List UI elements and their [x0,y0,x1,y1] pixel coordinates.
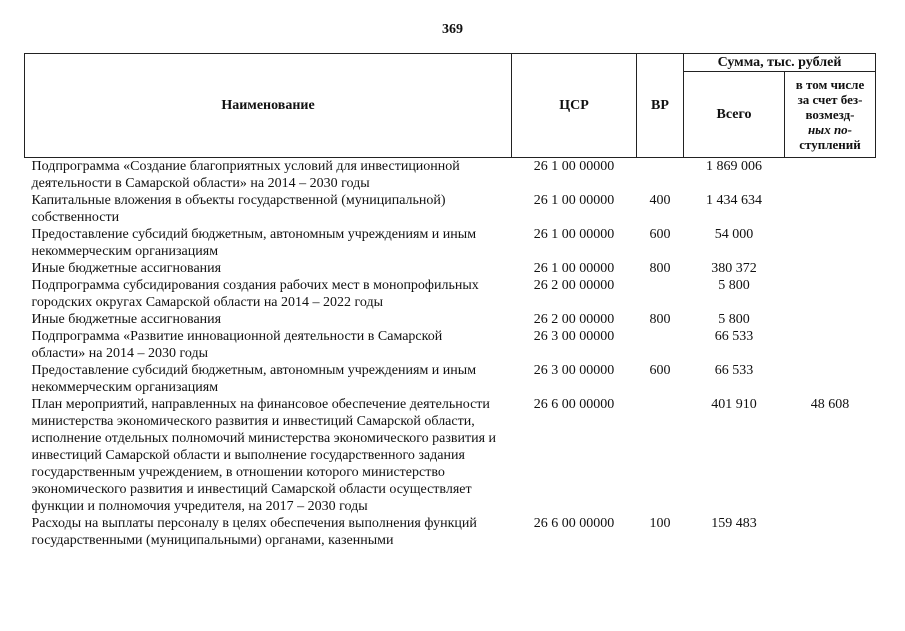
row-vr [637,158,684,193]
header-incl-line1: в том числе [795,77,865,92]
row-csr: 26 1 00 00000 [533,261,615,276]
row-total: 66 533 [714,329,754,344]
header-incl-line2: за счет без- [797,92,863,107]
row-total: 380 372 [711,261,757,276]
row-incl [785,311,876,328]
table-row [25,328,876,362]
row-incl [785,362,876,396]
row-csr: 26 3 00 00000 [533,363,615,378]
row-csr: 26 1 00 00000 [533,227,615,242]
row-incl [785,515,876,549]
row-total: 66 533 [714,363,754,378]
row-csr: 26 1 00 00000 [533,193,615,208]
row-vr: 800 [649,312,671,327]
row-vr [637,328,684,362]
row-name: Предоставление субсидий бюджетным, автономным учреждениям и иным некоммерческим организациям [31,227,477,259]
row-name: План мероприятий, направленных на финансовое обеспечение деятельности министерства экономического развития и инвестиций Самарской области, исполнение отдельных полномочий министерства экономического развития и инвестиций Самарской области и выполнение государственного задания государственным учреждением, в отношении которого министерство экономического развития и инвестиций Самарской области осуществляет функции и полномочия учредителя, на 2017 – 2030 годы [31,397,497,514]
table-header [25,54,876,158]
row-vr: 600 [649,363,671,378]
row-incl [785,260,876,277]
row-vr [637,396,684,515]
row-csr: 26 1 00 00000 [533,159,615,174]
header-incl-line5: ступлений [799,137,861,152]
row-total: 401 910 [711,397,757,412]
table-row [25,158,876,193]
header-csr: ЦСР [512,54,637,158]
row-vr: 100 [649,516,671,531]
table-row [25,396,876,515]
row-vr: 800 [649,261,671,276]
row-total: 1 869 006 [706,159,762,174]
row-csr: 26 2 00 00000 [533,312,615,327]
row-vr: 400 [649,193,671,208]
header-incl [785,72,876,158]
row-total: 5 800 [718,278,750,293]
row-incl: 48 608 [810,397,850,412]
row-name: Капитальные вложения в объекты государственной (муниципальной) собственности [31,193,446,225]
table-row [25,311,876,328]
row-name: Подпрограмма «Развитие инновационной деятельности в Самарской области» на 2014 – 2030 годы [31,329,443,361]
row-total: 5 800 [718,312,750,327]
row-vr: 600 [649,227,671,242]
row-incl [785,277,876,311]
header-name: Наименование [25,54,512,158]
row-incl [785,158,876,193]
row-name: Подпрограмма субсидирования создания рабочих мест в монопрофильных городских округах Самарской области на 2014 – 2022 годы [31,278,479,310]
budget-table [24,53,876,549]
header-sum: Сумма, тыс. рублей [684,54,876,72]
row-name: Подпрограмма «Создание благоприятных условий для инвестиционной деятельности в Самарской области» на 2014 – 2030 годы [31,159,460,191]
row-name: Расходы на выплаты персоналу в целях обеспечения выполнения функций государственными (муниципальными) органами, казенными [31,516,477,548]
row-name: Иные бюджетные ассигнования [31,261,222,276]
row-csr: 26 6 00 00000 [533,516,615,531]
table-row [25,192,876,226]
header-incl-line3: возмезд- [805,107,855,122]
row-total: 54 000 [714,227,754,242]
row-incl [785,192,876,226]
page-number: 369 [442,22,463,37]
row-csr: 26 2 00 00000 [533,278,615,293]
row-incl [785,328,876,362]
row-name: Иные бюджетные ассигнования [31,312,222,327]
row-total: 159 483 [711,516,757,531]
table-row [25,277,876,311]
table-row [25,362,876,396]
header-incl-line4: ных по- [807,122,853,137]
row-csr: 26 3 00 00000 [533,329,615,344]
header-total: Всего [684,72,785,158]
table-body [25,158,876,550]
table-row [25,226,876,260]
table-row [25,260,876,277]
header-vr: ВР [637,54,684,158]
row-incl [785,226,876,260]
table-row [25,515,876,549]
row-name: Предоставление субсидий бюджетным, автономным учреждениям и иным некоммерческим организациям [31,363,477,395]
row-total: 1 434 634 [706,193,762,208]
row-csr: 26 6 00 00000 [533,397,615,412]
row-vr [637,277,684,311]
